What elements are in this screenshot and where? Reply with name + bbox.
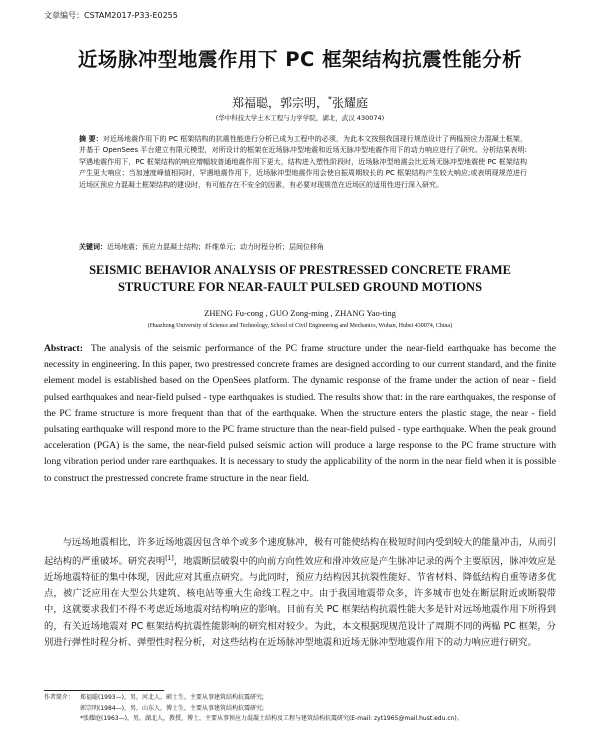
english-title [0,262,600,296]
english-abstract-text: The analysis of the seismic performance of the PC frame structure under the near-field earthquake has become the necessity in engineering. In this paper, two prestressed concrete frames are designed according to our current standard, and the finite element model is established based on the OpenSees platform. The dynamic response of the frame under the action of near - field pulsed earthquakes and near-field pulsed - type earthquakes is studied. The results show that: in the rare earthquakes, the response of the PC frame structure is more frequent than that of the earthquake. When the structure enters the plastic stage, the near - field pulsating earthquake will respond more to the PC frame structure than the near-field pulsed - type earthquake. When the peak ground acceleration (PGA) is the same, the near-field pulsed seismic action will produce a large response to the PC frame structure with long vibration period under rare earthquakes. It is necessary to study the applicability of the norm in the near field when it is possible to construct the prestressed concrete frame structure in the near field. [44,343,556,484]
chinese-keywords [79,242,527,252]
footnote-label: 作者简介： [44,694,75,701]
document-id: 文章编号：CSTAM2017-P33-E0255 [44,11,178,20]
body-paragraph [44,535,556,651]
english-affiliation: (Huazhong University of Science and Technology, School of Civil Engineering and Mechanics, Wuhan, Hubei 430074, China) [147,323,453,329]
chinese-abstract-text: 对近场地震作用下的 PC 框架结构的抗震性能进行分析已成为工程中的必须，为此本文按照我国现行规范设计了两榀预应力混凝土框架，并基于 OpenSees 平台建立有限元模型，对所设计的框架在近场脉冲型地震和近场无脉冲型地震作用下的动力响应进行了研究。分析结果表明:罕遇地震作用下，PC 框架结构的响应增幅较普通地震作用下更大，结构进入塑性阶段时，近场脉冲型地震会比近场无脉冲型地震使 PC 框架结构产生更大响应；当加速度峰值相同时，罕遇地震作用下，近场脉冲型地震作用会使自振周期较长的 PC 框架结构产生较大响应;或表明现规范进行近场区预应力混凝土框架结构的建设时，有可能存在不安全的因素，有必要对现规范在近场区的适用性进行深入研究。 [79,135,528,189]
chinese-affiliation: (华中科技大学土木工程与力学学院，湖北，武汉 430074) [215,114,385,122]
chinese-author-names: 郑福聪，郭宗明， [231,96,328,110]
corresponding-author: 张耀庭 [332,96,369,110]
body-text-part-2: ，地震断层破裂中的向前方向性效应和滑冲效应是产生脉冲记录的两个主要原因，脉冲效应是近场地震特征的集中体现，因此应对其重点研究。与此同时，预应力结构因其抗裂性能好、节省材料、降低结构自重等诸多优点，被广泛应用在大型公共建筑、核电站等重大生命线工程之中。由于我国地震带众多，许多城市也处在断层附近或断裂带中，这就要求我们不得不考虑近场地震对结构响应的影响。目前有关 PC 框架结构抗震性能大多是针对远场地震作用下所得到的，有关近场地震对 PC 框架结构抗震性能影响的研究相对较少。为此，本文根据现规范设计了周期不同的两榀 PC 框架，分别进行弹性时程分析、弹塑性时程分析，对这些结构在近场脉冲型地震和近场无脉冲型地震作用下的动力响应进行研究。 [44,556,556,648]
english-abstract [44,341,556,487]
corresponding-mark: * [328,95,332,104]
english-title-line-1: SEISMIC BEHAVIOR ANALYSIS OF PRESTRESSED CONCRETE FRAME [89,263,511,277]
footnote-line-1: 郑福聪(1993—)，男，河北人，硕士生，主要从事建筑结构抗震研究; [80,694,264,701]
chinese-abstract-label: 摘 要： [79,135,103,143]
english-authors: ZHENG Fu-cong , GUO Zong-ming , ZHANG Yao-ting [204,308,396,318]
footnote-divider [44,690,164,691]
chinese-title: 近场脉冲型地震作用下 PC 框架结构抗震性能分析 [77,48,523,71]
footnote-line-2: 郭宗明(1984—)，男，山东人，博士生，主要从事建筑结构抗震研究; [80,704,264,712]
citation-ref: [1] [165,555,174,563]
body-text-part-1: 与远场地震相比，许多近场地震因包含单个或多个速度脉冲，极有可能使结构在极短时间内受到较大的能量冲击，从而引起结构的严重破坏。研究表明 [44,537,556,568]
keywords-text: 近场地震；预应力混凝土结构；纤维单元；动力时程分析；层间位移角 [107,243,324,251]
english-title-line-2: STRUCTURE FOR NEAR-FAULT PULSED GROUND MOTIONS [117,280,483,294]
english-abstract-label: Abstract: [44,343,83,354]
author-footnotes [44,693,564,725]
footnote-line-3: *张耀庭(1963—)，男，湖北人，教授，博士，主要从事预应力混凝土结构及工程与建筑结构抗震研究(E-mail: zyt1965@mail.hust.edu.cn)。 [80,715,463,723]
chinese-authors [0,94,600,111]
keywords-label: 关键词： [79,243,107,251]
chinese-abstract [79,134,527,191]
